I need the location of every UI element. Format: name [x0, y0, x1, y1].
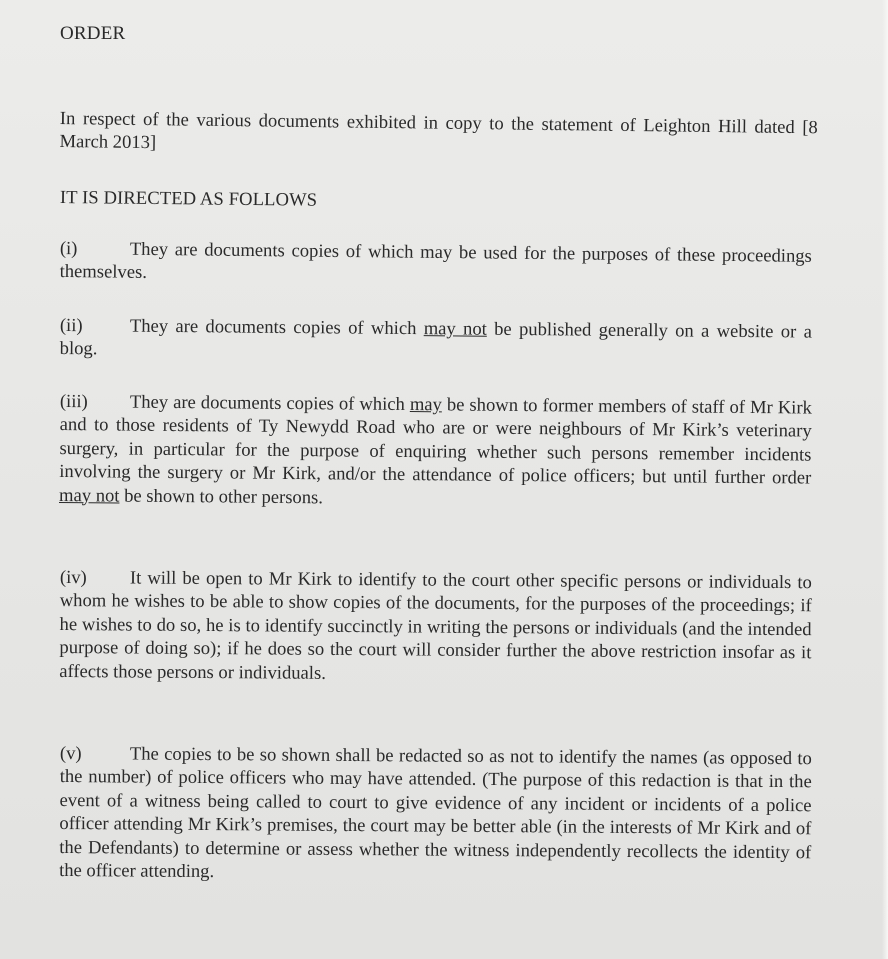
- paragraph-text: They are documents copies of which may be used for the purposes of these proceedings themselves.: [59, 238, 812, 284]
- paragraph-text: be shown to former members of staff of Mr Kirk and to those residents of Ty Newydd Road who are or were neighbours of Mr Kirk’s veterinary surgery, in particular for the purpose of enquiring whether such persons remember incidents involving the surgery or Mr Kirk, and/or the attendance of police officers; but until further order: [59, 394, 812, 489]
- paragraph-ii: [60, 314, 812, 367]
- paragraph-i: [60, 237, 812, 292]
- paragraph-v: [59, 742, 812, 888]
- paragraph-number: (ii): [59, 314, 83, 337]
- intro-paragraph: In respect of the various documents exhibited in copy to the statement of Leighton Hill dated [8 March 2013]: [59, 107, 818, 154]
- directed-heading: IT IS DIRECTED AS FOLLOWS: [59, 186, 318, 211]
- paragraph-text: The copies to be so shown shall be redacted so as not to identify the names (as opposed to the number) of police officers who may have attended. (The purpose of this redaction is that in the event of a witness being called to court to give evidence of any incident or incidents of a police officer attending Mr Kirk’s premises, the court may be better able (in the interests of Mr Kirk and of the Defendants) to determine or assess whether the witness independently recollects the identity of the officer attending.: [59, 743, 812, 883]
- paragraph-number: (iv): [59, 567, 87, 589]
- paragraph-iii: [59, 390, 812, 514]
- paragraph-text: be shown to other persons.: [119, 485, 324, 508]
- document-title: ORDER: [60, 23, 126, 44]
- underlined-text: may not: [58, 484, 120, 507]
- paragraph-text: be published generally on a website or a blog.: [59, 318, 812, 360]
- underlined-text: may: [409, 394, 442, 416]
- underlined-text: may not: [423, 318, 487, 340]
- paragraph-text: They are documents copies of which: [129, 391, 410, 416]
- paragraph-number: (i): [59, 237, 78, 260]
- paragraph-text: It will be open to Mr Kirk to identify to the court other specific persons or individuals to whom he wishes to be able to show copies of the documents, for the purposes of the proceedings; if he wishes to do so, he is to identify succinctly in writing the persons or individuals (and the intended purpose of doing so); if he does so the court will consider further the above restriction insofar as it affects those persons or individuals.: [59, 567, 812, 684]
- paragraph-text: They are documents copies of which: [129, 315, 424, 340]
- paragraph-number: (v): [59, 743, 82, 765]
- page-edge: [882, 0, 888, 959]
- paragraph-number: (iii): [59, 390, 88, 413]
- paragraph-iv: [59, 566, 812, 688]
